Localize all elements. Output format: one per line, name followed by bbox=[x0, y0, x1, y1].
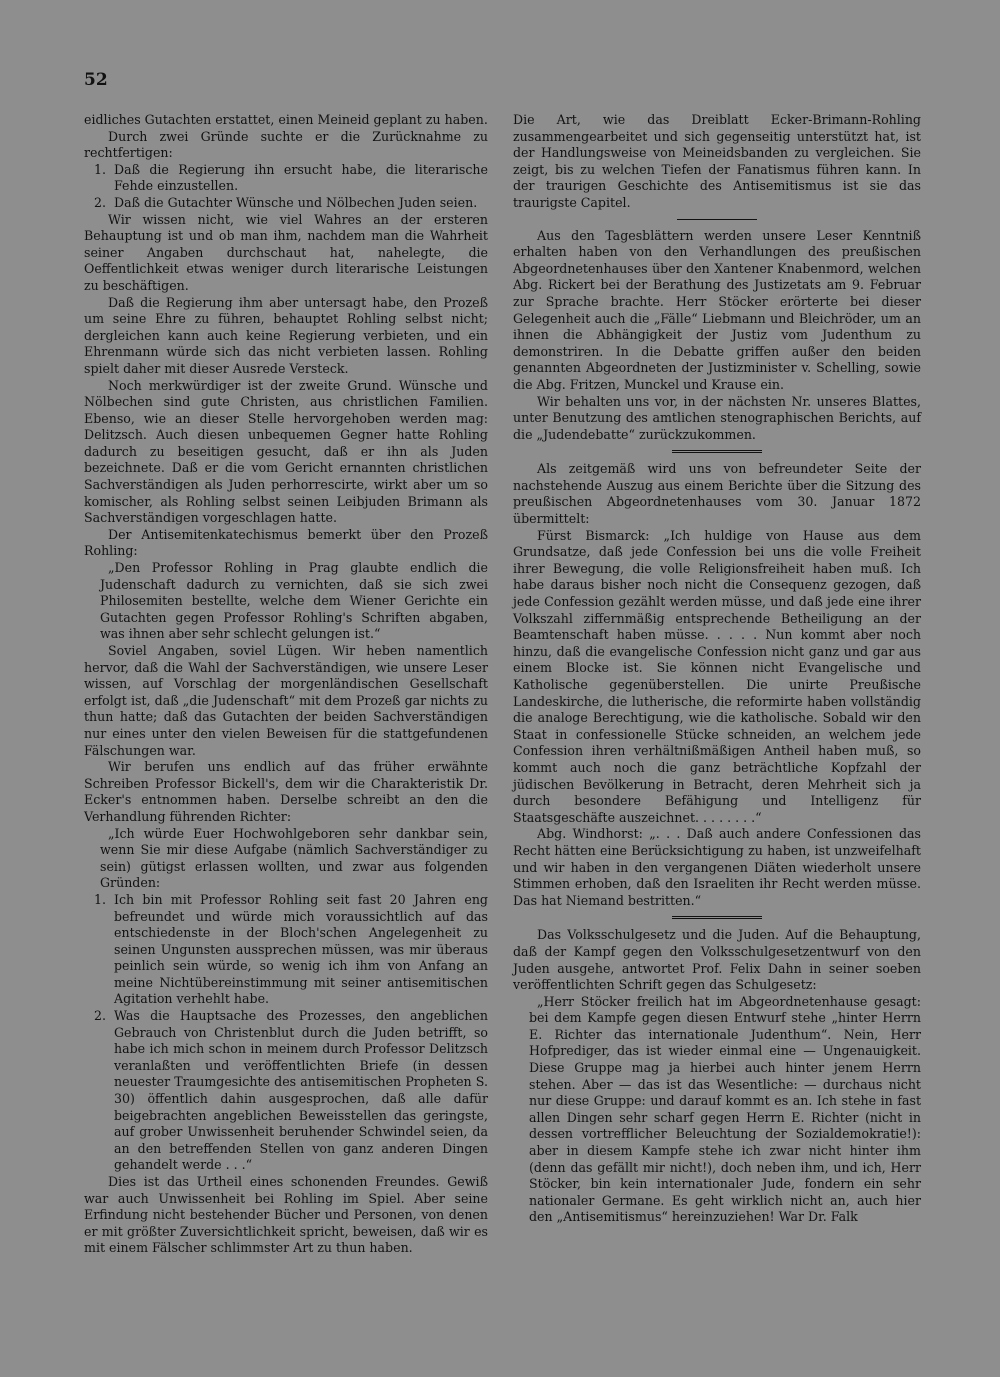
quotation: „Herr Stöcker freilich hat im Abgeordnetenhause gesagt: bei dem Kampfe gegen diesen Entwurf stehe „hinter Herrn E. Richter das internationale Judenthum“. Nein, Herr Hofprediger, das ist wieder einmal eine — Ungenauigkeit. Diese Gruppe mag ja hierbei auch hinter jenem Herrn stehen. Aber — das ist das Wesentliche: — durchaus nicht nur diese Gruppe: und darauf kommt es an. Ich stehe in fast allen Dingen sehr scharf gegen Herrn E. Richter (nicht in dessen vortrefflicher Beleuchtung der Sozialdemokratie!): aber in diesem Kampfe stehe ich zwar nicht hinter ihm (denn das gefällt mir nicht!), doch neben ihm, und ich, Herr Stöcker, bin kein internationaler Jude, fondern ein sehr nationaler Germane. Es geht wirklich nicht an, auch hier den „Antisemitismus“ hereinzuziehen! War Dr. Falk bbox=[529, 993, 921, 1225]
list-number: 1. bbox=[94, 161, 107, 177]
list-item bbox=[84, 195, 488, 212]
list-number: 2. bbox=[94, 194, 107, 210]
list-text: Daß die Gutachter Wünsche und Nölbechen Juden seien. bbox=[114, 194, 478, 210]
paragraph: Aus den Tagesblättern werden unsere Leser Kenntniß erhalten haben von den Verhandlungen des preußischen Abgeordnetenhauses über den Xantener Knabenmord, welchen Abg. Rickert bei der Berathung des Justizetats am 9. Februar zur Sprache brachte. Herr Stöcker erörterte bei dieser Gelegenheit auch die „Fälle“ Liebmann und Bleichröder, um an ihnen die Abhängigkeit der Justiz vom Judenthum zu demonstriren. In die Debatte griffen außer den beiden genannten Abgeordneten der Justizminister v. Schelling, sowie die Abg. Fritzen, Munckel und Krause ein. bbox=[513, 227, 921, 392]
section-divider bbox=[672, 450, 762, 453]
list-item bbox=[84, 1008, 488, 1174]
paragraph: Noch merkwürdiger ist der zweite Grund. Wünsche und Nölbechen sind gute Christen, aus christlichen Familien. Ebenso, wie an dieser Stelle hervorgehoben werden mag: Delitzsch. Auch diesen unbequemen Gegner hatte Rohling dadurch zu beseitigen gesucht, daß er ihn als Juden bezeichnete. Daß er die vom Gericht ernannten christlichen Sachverständigen als Juden perhorrescirte, wirkt aber um so komischer, als Rohling selbst seinen Leibjuden Brimann als Sachverständigen vorgeschlagen hatte. bbox=[84, 377, 488, 526]
reasons-list bbox=[84, 162, 488, 212]
right-column bbox=[513, 112, 921, 1226]
paragraph: Fürst Bismarck: „Ich huldige von Hause aus dem Grundsatze, daß jede Confession bei uns die volle Freiheit ihrer Bewegung, die volle Religionsfreiheit haben muß. Ich habe daraus bisher noch nicht die Consequenz gezogen, daß jede Confession gezählt werden müsse, und daß jede eine ihrer Volkszahl ziffernmäßig entsprechende Betheiligung an der Beamtenschaft haben müsse. . . . . Nun kommt aber noch hinzu, daß die evangelische Confession nicht ganz und gar aus einem Blocke ist. Sie können nicht Evangelische und Katholische gegenüberstellen. Die unirte Preußische Landeskirche, die lutherische, die reformirte haben vollständig die analoge Berechtigung, wie die katholische. Sobald wir den Staat in confessionelle Stücke schneiden, an welchem jede Confession ihren verhältnißmäßigen Antheil haben muß, so kommt auch noch die ganz beträchtliche Kopfzahl der jüdischen Bevölkerung in Betracht, deren Mehrheit sich ja durch besondere Befähigung und Intelligenz für Staatsgeschäfte auszeichnet. . . . . . . .“ bbox=[513, 527, 921, 825]
quoted-reasons-list bbox=[84, 892, 488, 1174]
section-divider bbox=[677, 219, 757, 220]
paragraph: Daß die Regierung ihm aber untersagt habe, den Prozeß um seine Ehre zu führen, behauptet Rohling selbst nicht; dergleichen kann auch keine Regierung verbieten, und ein Ehrenmann würde sich das nicht verbieten lassen. Rohling spielt daher mit dieser Ausrede Versteck. bbox=[84, 294, 488, 376]
list-number: 2. bbox=[94, 1008, 107, 1024]
paragraph: Wir wissen nicht, wie viel Wahres an der ersteren Behauptung ist und ob man ihm, nachdem man die Wahrheit seiner Angaben durchschaut hat, nahelegte, die Oeffentlichkeit etwas weniger durch literarische Leistungen zu beschäftigen. bbox=[84, 211, 488, 293]
list-number: 1. bbox=[94, 891, 107, 907]
paragraph: Dies ist das Urtheil eines schonenden Freundes. Gewiß war auch Unwissenheit bei Rohling im Spiel. Aber seine Erfindung nicht bestehender Bücher und Personen, von denen er mit größter Zuversichtlichkeit spricht, beweisen, daß wir es mit einem Fälscher schlimmster Art zu thun haben. bbox=[84, 1174, 488, 1256]
page-number: 52 bbox=[84, 70, 108, 90]
section-divider bbox=[672, 916, 762, 919]
paragraph: Soviel Angaben, soviel Lügen. Wir heben namentlich hervor, daß die Wahl der Sachverständigen, wie unsere Leser wissen, auf Vorschlag der morgenländischen Gesellschaft erfolgt ist, daß „die Judenschaft“ mit dem Prozeß gar nichts zu thun hatte; daß das Gutachten der beiden Sachverständigen nur eines unter den vielen Beweisen für die stattgefundenen Fälschungen war. bbox=[84, 643, 488, 758]
paragraph: Abg. Windhorst: „. . . Daß auch andere Confessionen das Recht hätten eine Berücksichtigung zu haben, ist unzweifelhaft und wir haben in den vergangenen Diäten wiederholt unsere Stimmen erhoben, daß den Israeliten ihr Recht werden müsse. Das hat Niemand bestritten.“ bbox=[513, 826, 921, 908]
paragraph: Der Antisemitenkatechismus bemerkt über den Prozeß Rohling: bbox=[84, 526, 488, 559]
list-item bbox=[84, 892, 488, 1008]
left-column bbox=[84, 112, 488, 1257]
paragraph: Das Volksschulgesetz und die Juden. Auf die Behauptung, daß der Kampf gegen den Volksschulgesetzentwurf von den Juden ausgehe, antwortet Prof. Felix Dahn in seiner soeben veröffentlichten Schrift gegen das Schulgesetz: bbox=[513, 927, 921, 993]
paragraph: Die Art, wie das Dreiblatt Ecker-Brimann-Rohling zusammengearbeitet und sich gegenseitig unterstützt hat, ist der Handlungsweise von Meineidsbanden zu vergleichen. Sie zeigt, bis zu welchen Tiefen der Fanatismus führen kann. In der traurigen Geschichte des Antisemitismus ist sie das traurigste Capitel. bbox=[513, 112, 921, 210]
paragraph: Wir berufen uns endlich auf das früher erwähnte Schreiben Professor Bickell's, dem wir die Charakteristik Dr. Ecker's entnommen haben. Derselbe schreibt an den die Verhandlung führenden Richter: bbox=[84, 759, 488, 824]
paragraph: eidliches Gutachten erstattet, einen Meineid geplant zu haben. bbox=[84, 112, 488, 127]
quotation: „Den Professor Rohling in Prag glaubte endlich die Judenschaft dadurch zu vernichten, daß sie sich zwei Philosemiten bestellte, welche dem Wiener Gerichte ein Gutachten gegen Professor Rohling's Schriften abgaben, was ihnen aber sehr schlecht gelungen ist.“ bbox=[100, 560, 488, 642]
paragraph: Durch zwei Gründe suchte er die Zurücknahme zu rechtfertigen: bbox=[84, 128, 488, 161]
list-item bbox=[84, 162, 488, 195]
list-text: Ich bin mit Professor Rohling seit fast 20 Jahren eng befreundet und würde mich voraussichtlich auf das entschiedenste in der Bloch'schen Angelegenheit zu seinen Ungunsten aussprechen müssen, was mir überaus peinlich sein würde, so wenig ich ihm von Anfang an meine Nichtübereinstimmung mit seiner antisemitischen Agitation verhehlt habe. bbox=[114, 891, 488, 1007]
paragraph: Wir behalten uns vor, in der nächsten Nr. unseres Blattes, unter Benutzung des amtlichen stenographischen Berichts, auf die „Judendebatte“ zurückzukommen. bbox=[513, 393, 921, 442]
quotation: „Ich würde Euer Hochwohlgeboren sehr dankbar sein, wenn Sie mir diese Aufgabe (nämlich Sachverständiger zu sein) gütigst erlassen wollten, und zwar aus folgenden Gründen: bbox=[100, 825, 488, 891]
paragraph: Als zeitgemäß wird uns von befreundeter Seite der nachstehende Auszug aus einem Berichte über die Sitzung des preußischen Abgeordnetenhauses vom 30. Januar 1872 übermittelt: bbox=[513, 461, 921, 527]
list-text: Was die Hauptsache des Prozesses, den angeblichen Gebrauch von Christenblut durch die Juden betrifft, so habe ich mich schon in meinem durch Professor Delitzsch veranlaßten und veröffentlichten Briefe (in dessen neuester Traumgesichte des antisemitischen Propheten S. 30) öffentlich dahin ausgesprochen, daß alle dafür beigebrachten angeblichen Beweisstellen das geringste, auf grober Unwissenheit beruhender Schwindel seien, da an den betreffenden Stellen von ganz anderen Dingen gehandelt werde . . .“ bbox=[114, 1008, 488, 1173]
list-text: Daß die Regierung ihn ersucht habe, die literarische Fehde einzustellen. bbox=[114, 161, 488, 194]
